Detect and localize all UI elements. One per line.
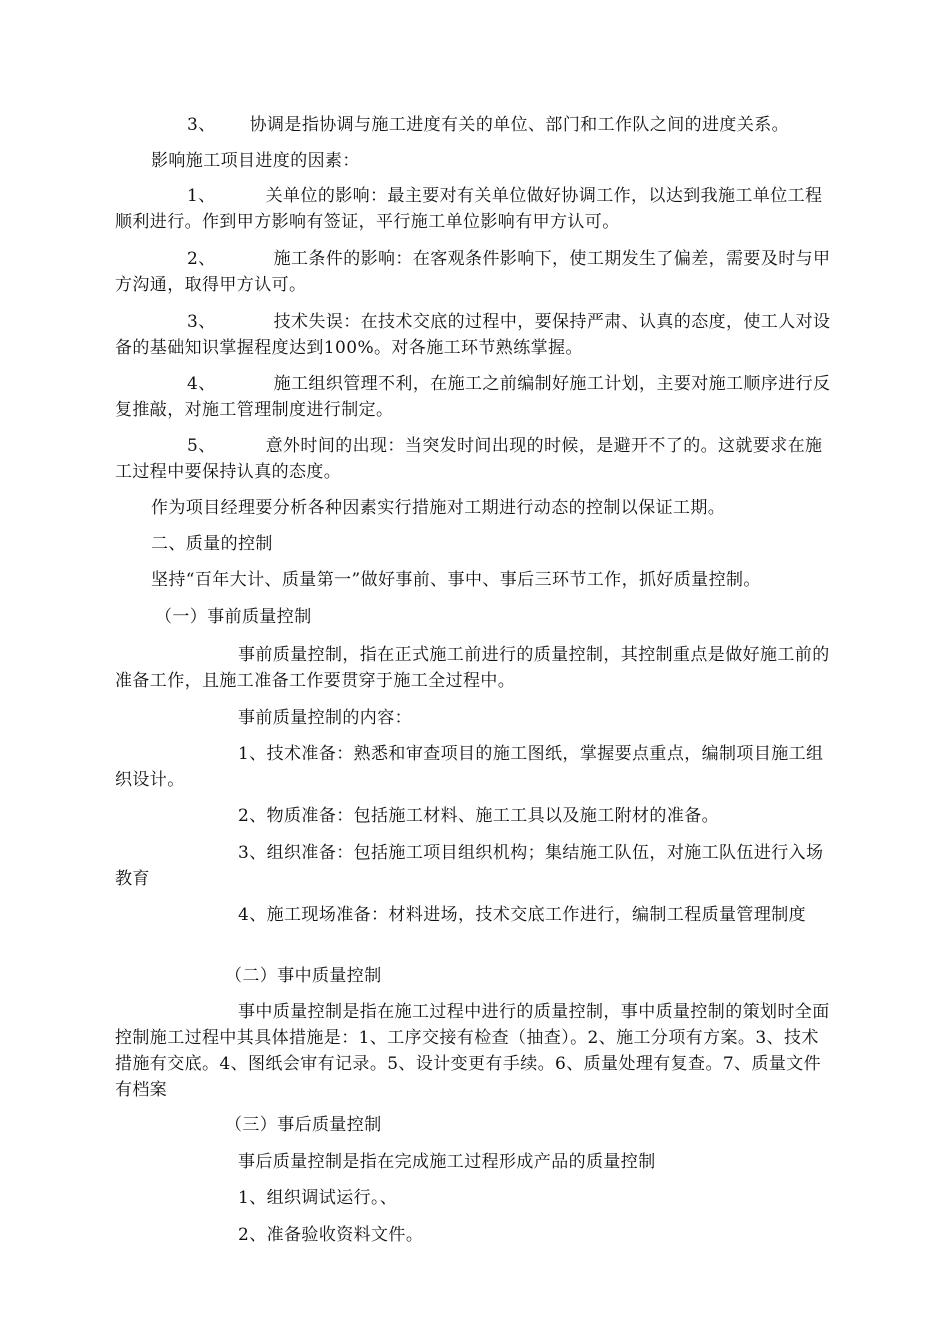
paragraph-factor-3 [115, 309, 835, 361]
paragraph-factor-4 [115, 371, 835, 423]
paragraph-text: 意外时间的出现：当突发时间出现的时候，是避开不了的。这就要求在施工过程中要保持认真的态度。 [115, 436, 823, 482]
list-item-material-prep: 2、物质准备：包括施工材料、施工工具以及施工附材的准备。 [238, 806, 720, 826]
paragraph-pre-control-contents: 事前质量控制的内容： [238, 708, 412, 728]
item-number: 3、 [187, 312, 216, 332]
paragraph-text: 施工条件的影响：在客观条件影响下，使工期发生了偏差，需要及时与甲方沟通，取得甲方认可。 [115, 249, 831, 295]
item-number: 1、 [187, 186, 216, 206]
list-item-site-prep: 4、施工现场准备：材料进场，技术交底工作进行，编制工程质量管理制度 [238, 905, 807, 925]
paragraph-quality-principle: 坚持“百年大计、质量第一”做好事前、事中、事后三环节工作，抓好质量控制。 [151, 570, 761, 590]
paragraph-factor-2 [115, 246, 835, 298]
subheading-in-process-control: （二）事中质量控制 [225, 966, 382, 986]
subheading-pre-control: （一）事前质量控制 [155, 607, 312, 627]
paragraph-text: 技术失误：在技术交底的过程中，要保持严肃、认真的态度，使工人对设备的基础知识掌握程度达到100%。对各施工环节熟练掌握。 [115, 312, 831, 358]
item-number: 3、 [187, 115, 216, 135]
list-item-organization-prep: 3、组织准备：包括施工项目组织机构；集结施工队伍，对施工队伍进行入场教育 [115, 843, 824, 889]
paragraph-text: 施工组织管理不利，在施工之前编制好施工计划，主要对施工顺序进行反复推敲，对施工管理制度进行制定。 [115, 374, 831, 420]
paragraph-factor-1 [115, 183, 835, 235]
paragraph-post-control: 事后质量控制是指在完成施工过程形成产品的质量控制 [238, 1152, 656, 1172]
paragraph-text: 协调是指协调与施工进度有关的单位、部门和工作队之间的进度关系。 [249, 115, 790, 135]
list-item-acceptance-docs: 2、准备验收资料文件。 [238, 1225, 424, 1245]
paragraph-coordination [115, 112, 835, 138]
subheading-post-control: （三）事后质量控制 [225, 1115, 382, 1135]
section-heading-factors: 影响施工项目进度的因素： [151, 151, 360, 171]
paragraph-in-process-control: 事中质量控制是指在施工过程中进行的质量控制，事中质量控制的策划时全面控制施工过程中其具体措施是：1、工序交接有检查（抽查）。2、施工分项有方案。3、技术措施有交底。4、图纸会审有记录。5、设计变更有手续。6、质量处理有复查。7、质量文件有档案 [115, 1002, 830, 1100]
paragraph-pre-control: 事前质量控制，指在正式施工前进行的质量控制，其控制重点是做好施工前的准备工作，且施工准备工作要贯穿于施工全过程中。 [115, 645, 830, 691]
item-number: 2、 [187, 249, 216, 269]
list-item-commissioning: 1、组织调试运行。、 [238, 1188, 398, 1208]
section-heading-quality: 二、质量的控制 [151, 534, 273, 554]
item-number: 5、 [187, 436, 216, 456]
paragraph-text: 关单位的影响：最主要对有关单位做好协调工作，以达到我施工单位工程顺利进行。作到甲方影响有签证，平行施工单位影响有甲方认可。 [115, 186, 823, 232]
paragraph-summary: 作为项目经理要分析各种因素实行措施对工期进行动态的控制以保证工期。 [151, 498, 726, 518]
list-item-technical-prep: 1、技术准备：熟悉和审查项目的施工图纸，掌握要点重点，编制项目施工组织设计。 [115, 744, 824, 790]
item-number: 4、 [187, 374, 216, 394]
paragraph-factor-5 [115, 433, 835, 485]
